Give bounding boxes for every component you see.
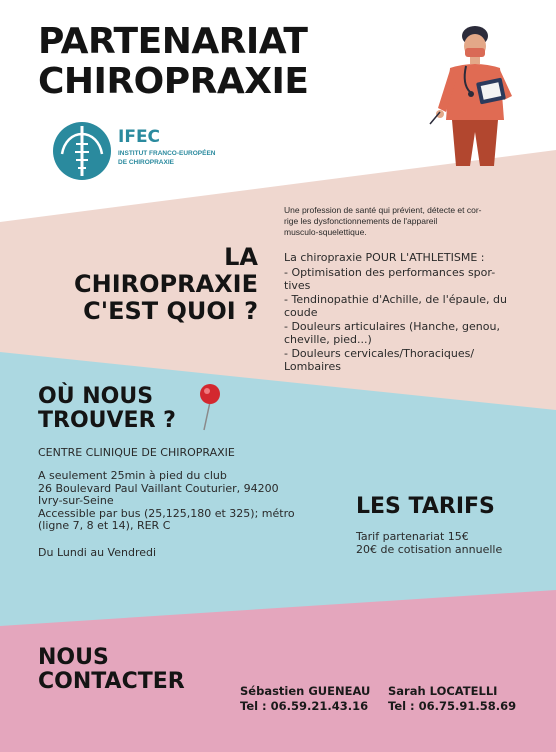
address-line: 26 Boulevard Paul Vaillant Couturier, 94200 — [38, 481, 279, 495]
section-heading-where — [38, 385, 176, 433]
logo-sub-line-1: INSTITUT FRANCO-EUROPÉEN — [118, 150, 216, 157]
intro-line-2: rige les dysfonctionnements de l'appareil — [284, 216, 438, 226]
logo-name: IFEC — [118, 127, 161, 147]
title-line-1: PARTENARIAT — [38, 21, 308, 62]
contact-name: Sarah LOCATELLI — [388, 684, 498, 698]
contact-phone: Tel : 06.59.21.43.16 — [240, 699, 369, 713]
list-item: - Tendinopathie d'Achille, de l'épaule, du — [284, 292, 507, 306]
list-item: cheville, pied...) — [284, 333, 372, 346]
map-pin-icon — [198, 382, 222, 432]
section-heading-contact — [38, 646, 185, 694]
where-line-2: TROUVER ? — [38, 408, 176, 433]
intro-line-1: Une profession de santé qui prévient, détecte et cor- — [284, 205, 482, 215]
centre-name: CENTRE CLINIQUE DE CHIROPRAXIE — [38, 446, 235, 459]
list-item: - Douleurs cervicales/Thoraciques/ — [284, 346, 475, 360]
address-line: Ivry-sur-Seine — [38, 494, 114, 507]
opening-days: Du Lundi au Vendredi — [38, 546, 157, 559]
contact-line-2: CONTACTER — [38, 669, 185, 694]
contact-name: Sébastien GUENEAU — [240, 684, 371, 698]
athletisme-list — [284, 251, 546, 374]
intro-line-3: musculo-squelettique. — [284, 227, 367, 237]
tarifs-block — [356, 530, 502, 556]
quoi-line-1: LA CHIROPRAXIE — [74, 243, 258, 298]
logo-subtitle — [118, 149, 216, 167]
list-item: coude — [284, 306, 318, 319]
section-heading-tarifs: LES TARIFS — [356, 494, 495, 519]
intro-text — [284, 205, 542, 238]
quoi-line-2: C'EST QUOI ? — [83, 297, 258, 325]
title-line-2: CHIROPRAXIE — [38, 61, 309, 102]
where-line-1: OÙ NOUS — [38, 384, 154, 409]
contact-person-2 — [388, 684, 516, 714]
contact-phone: Tel : 06.75.91.58.69 — [388, 699, 517, 713]
list-item: - Optimisation des performances spor- — [284, 265, 496, 279]
contact-line-1: NOUS — [38, 645, 109, 670]
address-block — [38, 470, 358, 533]
address-line: A seulement 25min à pied du club — [38, 469, 227, 482]
tarif-line-1: Tarif partenariat 15€ — [356, 530, 469, 543]
address-line: (ligne 7, 8 et 14), RER C — [38, 519, 171, 532]
athletisme-title: La chiropraxie POUR L'ATHLETISME : — [284, 251, 485, 264]
list-item: - Douleurs articulaires (Hanche, genou, — [284, 319, 500, 333]
tarif-line-2: 20€ de cotisation annuelle — [356, 543, 503, 556]
section-heading-quoi — [38, 244, 258, 325]
address-line: Accessible par bus (25,125,180 et 325); métro — [38, 506, 295, 520]
page-title — [38, 22, 308, 102]
logo-sub-line-2: DE CHIROPRAXIE — [118, 159, 174, 166]
list-item: tives — [284, 279, 311, 292]
contact-person-1 — [240, 684, 370, 714]
doctor-illustration — [420, 20, 530, 170]
list-item: Lombaires — [284, 360, 341, 373]
